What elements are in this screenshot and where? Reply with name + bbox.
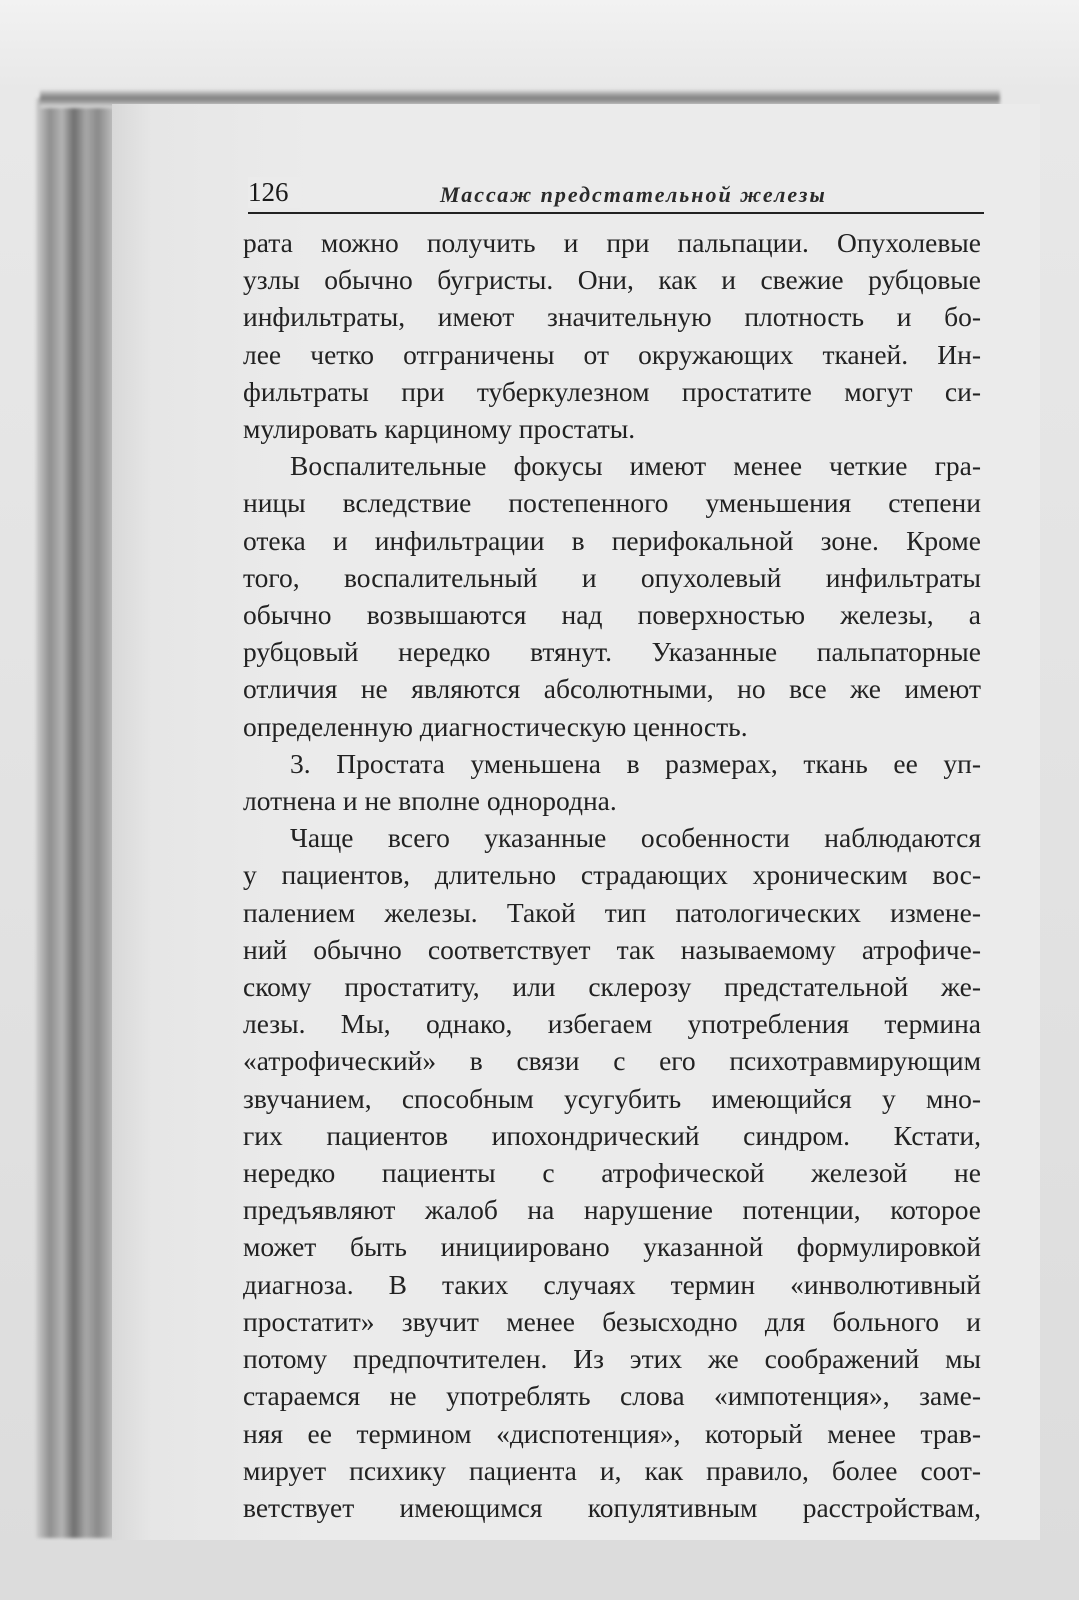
text-line: отека и инфильтрации в перифокальной зоне. Кроме [243, 524, 981, 556]
text-line: звучанием, способным усугубить имеющийся у мно- [243, 1082, 981, 1114]
text-line: мирует психику пациента и, как правило, более соот- [243, 1454, 981, 1486]
text-line: того, воспалительный и опухолевый инфильтраты [243, 561, 981, 593]
text-line: ветствует имеющимся копулятивным расстройствам, [243, 1491, 981, 1523]
text-line: няя ее термином «диспотенция», который менее трав- [243, 1417, 981, 1449]
text-line: нередко пациенты с атрофической железой не [243, 1157, 981, 1189]
text-line: потому предпочтителен. Из этих же соображений мы [243, 1343, 981, 1375]
text-line: инфильтраты, имеют значительную плотность и бо- [243, 301, 981, 333]
text-line: «атрофический» в связи с его психотравмирующим [243, 1045, 981, 1077]
running-header [248, 172, 984, 214]
text-line: лее четко отграничены от окружающих тканей. Ин- [243, 338, 981, 370]
text-line: стараемся не употреблять слова «импотенция», заме- [243, 1380, 981, 1412]
text-line: рата можно получить и при пальпации. Опухолевые [243, 227, 981, 258]
text-line: может быть инициировано указанной формулировкой [243, 1231, 981, 1263]
paragraph [243, 819, 981, 1526]
text-line: Чаще всего указанные особенности наблюдаются [290, 822, 981, 854]
text-line: предъявляют жалоб на нарушение потенции, которое [243, 1194, 981, 1226]
paragraph [243, 447, 981, 745]
text-line: мулировать карциному простаты. [243, 413, 636, 445]
text-line: лезы. Мы, однако, избегаем употребления термина [243, 1008, 981, 1040]
text-line: узлы обычно бугристы. Они, как и свежие рубцовые [243, 264, 981, 296]
book-edge-shadow [36, 98, 116, 1538]
text-line: ницы вследствие постепенного уменьшения степени [243, 487, 981, 519]
text-line: скому простатиту, или склерозу предстательной же- [243, 971, 981, 1003]
text-line: Воспалительные фокусы имеют менее четкие гра- [290, 450, 981, 482]
text-line: гих пациентов ипохондрический синдром. Кстати, [243, 1119, 981, 1151]
text-line: определенную диагностическую ценность. [243, 710, 748, 742]
body-text [243, 224, 981, 1526]
paragraph [243, 224, 981, 447]
text-line: лотнена и не вполне однородна. [243, 785, 617, 817]
text-line: отличия не являются абсолютными, но все же имеют [243, 673, 981, 705]
text-line: рубцовый нередко втянут. Указанные пальпаторные [243, 636, 981, 668]
text-line: обычно возвышаются над поверхностью железы, а [243, 599, 981, 631]
page-number: 126 [248, 177, 301, 208]
text-line: простатит» звучит менее безысходно для больного и [243, 1305, 981, 1337]
running-title: Массаж предстательной железы [440, 182, 827, 207]
text-line: фильтраты при туберкулезном простатите могут си- [243, 375, 981, 407]
text-line: диагноза. В таких случаях термин «инволютивный [243, 1268, 981, 1300]
text-line: палением железы. Такой тип патологических измене- [243, 896, 981, 928]
text-line: у пациентов, длительно страдающих хроническим вос- [243, 859, 981, 891]
text-line: 3. Простата уменьшена в размерах, ткань ее уп- [290, 747, 981, 779]
paragraph [243, 745, 981, 819]
text-line: ний обычно соответствует так называемому атрофиче- [243, 933, 981, 965]
